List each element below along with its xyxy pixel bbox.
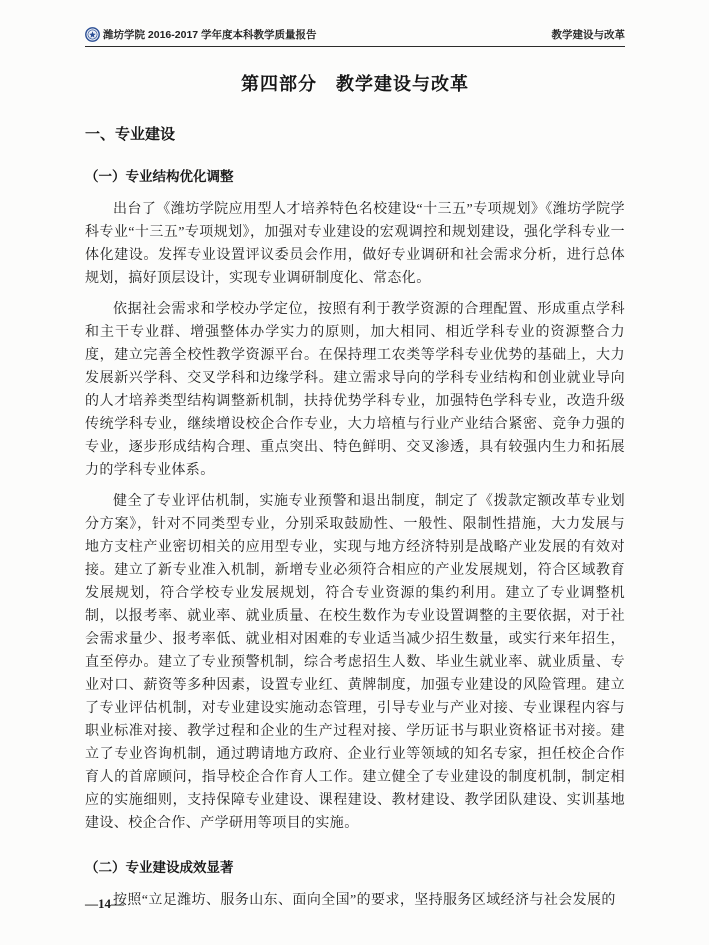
paragraph-service-orientation: 按照“立足潍坊、服务山东、面向全国”的要求，坚持服务区域经济与社会发展的 bbox=[113, 893, 616, 908]
paragraph-evaluation-mechanism: 健全了专业评估机制，实施专业预警和退出制度，制定了《拨款定额改革专业划分方案》，针对不同类型专业，分别采取鼓励性、一般性、限制性措施，大力发展与地方支柱产业密切相关的应用型专业，实现与地方经济特别是战略产业发展的有效对接。建立了新专业准入机制，新增专业必须符合相应的产业发展规划，符合区域教育发展规划，符合学校专业发展规划，符合专业资源的集约利用。建立了专业调整机制，以报考率、就业率、就业质量、在校生数作为专业设置调整的主要依据，对于社会需求量少、报考率低、就业相对困难的专业适当减少招生数量，或实行来年招生，直至停办。建立了专业预警机制，综合考虑招生人数、毕业生就业率、就业质量、专业对口、薪资等多种因素，设置专业红、黄牌制度，加强专业建设的风险管理。建立了专业评估机制，对专业建设实施动态管理，引导专业与产业对接、专业课程内容与职业标准对接、教学过程和企业的生产过程对接、学历证书与职业资格证书对接。建立了专业咨询机制，通过聘请地方政府、企业行业等领域的知名专家，担任校企合作育人的首席顾问，指导校企合作育人工作。建立健全了专业建设的制度机制，制定相应的实施细则，支持保障专业建设、课程建设、教材建设、教学团队建设、实训基地建设、校企合作、产学研用等项目的实施。 bbox=[85, 494, 625, 831]
section-heading-major-construction: 一、专业建设 bbox=[85, 126, 176, 143]
running-header bbox=[85, 27, 625, 47]
subsection-heading-construction-results: （二）专业建设成效显著 bbox=[85, 860, 234, 875]
part-title: 第四部分 教学建设与改革 bbox=[241, 74, 469, 94]
paragraph-demand-orientation: 依据社会需求和学校办学定位，按照有利于教学资源的合理配置、形成重点学科和主干专业群、增强整体办学实力的原则，加大相同、相近学科专业的资源整合力度，建立完善全校性教学资源平台。在保持理工农类等学科专业优势的基础上，大力发展新兴学科、交叉学科和边缘学科。建立需求导向的学科专业结构和创业就业导向的人才培养类型结构调整新机制，扶持优势学科专业，加强特色学科专业，改造升级传统学科专业，继续增设校企合作专业，大力培植与行业产业结合紧密、竞争力强的专业，逐步形成结构合理、重点突出、特色鲜明、交叉渗透，具有较强内生力和拓展力的学科专业体系。 bbox=[85, 302, 625, 478]
university-emblem-icon bbox=[85, 27, 100, 42]
header-chapter-label: 教学建设与改革 bbox=[551, 29, 625, 41]
header-left bbox=[85, 27, 317, 42]
paragraph-planning: 出台了《潍坊学院应用型人才培养特色名校建设“十三五”专项规划》《潍坊学院学科专业“十三五”专项规划》，加强对专业建设的宏观调控和规划建设，强化学科专业一体化建设。发挥专业设置评议委员会作用，做好专业调研和社会需求分析，进行总体规划，搞好顶层设计，实现专业调研制度化、常态化。 bbox=[85, 202, 625, 286]
header-report-title: 潍坊学院 2016-2017 学年度本科教学质量报告 bbox=[103, 29, 317, 41]
subsection-heading-structure-optimization: （一）专业结构优化调整 bbox=[85, 169, 234, 184]
page-number: —14— bbox=[85, 896, 124, 911]
